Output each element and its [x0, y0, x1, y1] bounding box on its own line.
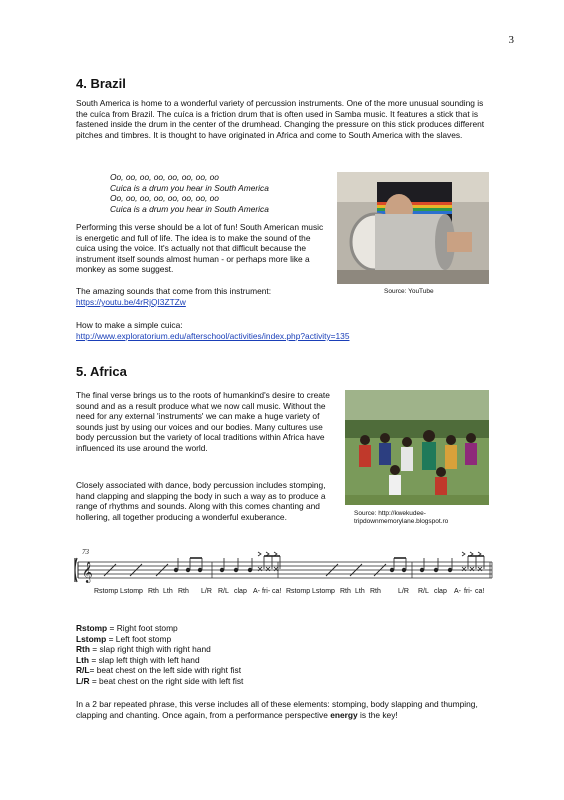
youtube-link[interactable]: https://youtu.be/4rRjQI3ZTZw [76, 297, 186, 307]
score-label: L/R [398, 588, 409, 595]
closing-bold: energy [330, 709, 358, 720]
brazil-performing: Performing this verse should be a lot of fun! South American music is energetic and full of life. The idea is to make the sound of the cuica using the voice. It's actually not that difficult because the instrument itself sounds almost human - or perhaps more like a monkey as some suggest. [76, 222, 324, 275]
africa-heading: 5. Africa [76, 364, 127, 379]
legend-def: = slap left thigh with left hand [89, 654, 200, 665]
score-label: Lth [355, 588, 365, 595]
africa-photo-caption-line: tripdownmemorylane.blogspot.ro [354, 518, 449, 525]
score-label: Lth [163, 588, 173, 595]
legend-def: = beat chest on the right side with left fist [89, 675, 244, 686]
legend-def: = Left foot stomp [106, 633, 172, 644]
legend-def: = beat chest on the left side with right fist [89, 665, 242, 676]
staff-svg [72, 548, 494, 592]
cuica-photo [337, 172, 489, 284]
brazil-verse [110, 172, 330, 214]
score-label: Rstomp [286, 588, 311, 595]
brazil-intro: South America is home to a wonderful variety of percussion instruments. One of the more unusual sounding is the cuíca from Brazil. The cuíca is a friction drum that is often used in Samba music. It features a stick that is fastened inside the drum in the center of the drumhead. Changing the pressure on this stick produces different pitches and timbres. It is thought to have originated in Africa and come to South America with the slaves. [76, 98, 485, 140]
score-label: ca! [475, 588, 485, 595]
africa-para2: Closely associated with dance, body percussion includes stomping, hand clapping and slapping the body in such a way as to produce a range of rhythms and sounds. Along with this comes chanting and hollering, all together producing a wonderful exuberance. [76, 480, 326, 522]
score-label: Rth [148, 588, 159, 595]
score-label: clap [434, 588, 447, 595]
music-score [72, 548, 494, 608]
verse-line: Cuica is a drum you hear in South America [110, 182, 269, 193]
score-label: clap [234, 588, 247, 595]
africa-para1: The final verse brings us to the roots of humankind's desire to create sound and as a result produce what we now call music. Without the need for any external 'instruments' we can make a huge variety of sounds just by using our voices and our bodies. Many cultures use body percussion but the variety of local traditions within Africa have influenced its use around the world. [76, 390, 330, 453]
score-label: ca! [272, 588, 282, 595]
verse-line: Cuica is a drum you hear in South America [110, 203, 269, 214]
page-number: 3 [508, 34, 514, 46]
score-label: fri- [262, 588, 271, 595]
legend-def: = slap right thigh with right hand [89, 644, 211, 655]
africa-dance-photo [345, 390, 489, 505]
verse-line: Oo, oo, oo, oo, oo, oo, oo, oo [110, 193, 219, 204]
score-label: Rth [178, 588, 189, 595]
legend-item [76, 634, 243, 645]
make-label: How to make a simple cuica: [76, 320, 183, 330]
measure-number: 73 [82, 548, 89, 556]
legend-term: L/R [76, 675, 90, 686]
closing-paragraph [76, 699, 492, 720]
score-label: Lstomp [120, 588, 143, 595]
legend-term: R/L [76, 665, 90, 676]
legend-item [76, 623, 243, 634]
score-label: Rth [340, 588, 351, 595]
score-label: Rstomp [94, 588, 119, 595]
legend-def: = Right foot stomp [107, 623, 178, 633]
score-label: L/R [201, 588, 212, 595]
brazil-heading: 4. Brazil [76, 76, 126, 91]
score-label: R/L [218, 588, 229, 595]
score-label: R/L [418, 588, 429, 595]
africa-photo-caption [354, 510, 448, 526]
score-label: Rth [370, 588, 381, 595]
legend-term: Lth [76, 654, 90, 665]
legend-term: Lstomp [76, 633, 107, 644]
score-labels [72, 588, 494, 600]
legend-item [76, 655, 243, 666]
svg-text:𝄞: 𝄞 [82, 562, 93, 583]
legend-item [76, 644, 243, 655]
legend-term: Rth [76, 644, 90, 655]
africa-photo-caption-line: Source: http://kwekudee- [354, 510, 426, 517]
closing-text-end: is the key! [357, 709, 398, 720]
score-label: A- [253, 588, 260, 595]
cuica-photo-caption: Source: YouTube [384, 288, 434, 295]
verse-line: Oo, oo, oo, oo, oo, oo, oo, oo [110, 172, 219, 182]
legend-item [76, 665, 243, 676]
closing-text: In a 2 bar repeated phrase, this verse includes all of these elements: stomping, body slapping and thumping, clapping and chanting. Once again, from a performance perspective [76, 699, 478, 720]
score-label: A- [454, 588, 461, 595]
body-percussion-legend [76, 623, 243, 687]
exploratorium-link[interactable]: http://www.exploratorium.edu/afterschool/activities/index.php?activity=135 [76, 331, 350, 341]
score-label: Lstomp [312, 588, 335, 595]
sounds-label: The amazing sounds that come from this instrument: [76, 286, 272, 296]
legend-term: Rstomp [76, 623, 108, 633]
score-label: fri- [464, 588, 473, 595]
legend-item [76, 676, 243, 687]
